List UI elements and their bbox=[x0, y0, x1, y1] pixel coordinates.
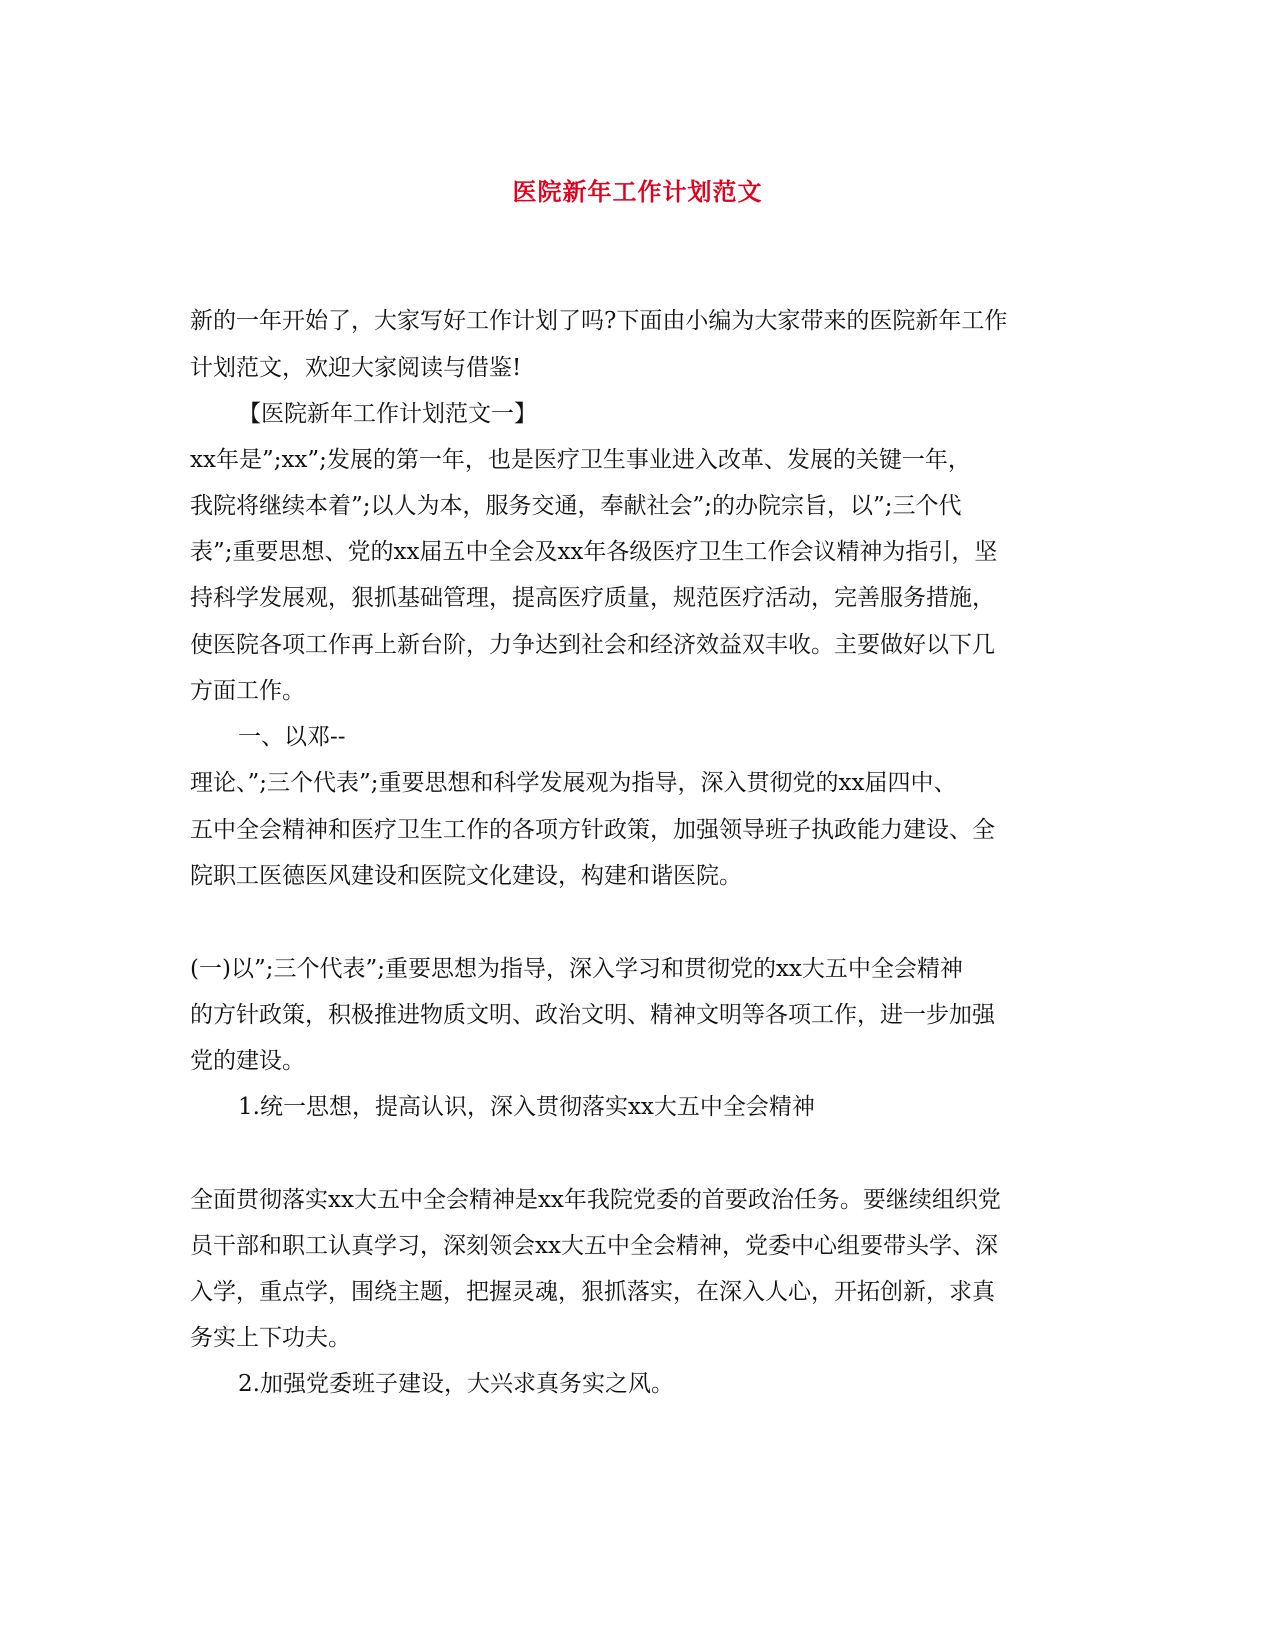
numbered-heading: 2.加强党委班子建设，大兴求真务实之风。 bbox=[238, 1371, 674, 1397]
paragraph-line: 持科学发展观，狠抓基础管理，提高医疗质量，规范医疗活动，完善服务措施， bbox=[190, 585, 995, 611]
paragraph-line: 五中全会精神和医疗卫生工作的各项方针政策，加强领导班子执政能力建设、全 bbox=[190, 817, 995, 843]
section-heading: 【医院新年工作计划范文一】 bbox=[238, 401, 537, 427]
paragraph-line: 理论、”;三个代表”;重要思想和科学发展观为指导，深入贯彻党的xx届四中、 bbox=[190, 770, 957, 796]
paragraph-line: 计划范文，欢迎大家阅读与借鉴! bbox=[190, 355, 522, 381]
paragraph-line: 全面贯彻落实xx大五中全会精神是xx年我院党委的首要政治任务。要继续组织党 bbox=[190, 1187, 1001, 1213]
paragraph-line: 的方针政策，积极推进物质文明、政治文明、精神文明等各项工作，进一步加强 bbox=[190, 1002, 995, 1028]
paragraph-line: 方面工作。 bbox=[190, 678, 305, 704]
paragraph-line: 使医院各项工作再上新台阶，力争达到社会和经济效益双丰收。主要做好以下几 bbox=[190, 632, 995, 658]
document-title: 医院新年工作计划范文 bbox=[512, 177, 763, 206]
paragraph-line: (一)以”;三个代表”;重要思想为指导，深入学习和贯彻党的xx大五中全会精神 bbox=[190, 956, 963, 982]
paragraph-line: 新的一年开始了，大家写好工作计划了吗?下面由小编为大家带来的医院新年工作 bbox=[190, 308, 1008, 334]
paragraph-line: 党的建设。 bbox=[190, 1048, 305, 1074]
paragraph-line: 院职工医德医风建设和医院文化建设，构建和谐医院。 bbox=[190, 863, 742, 889]
paragraph-line: 员干部和职工认真学习，深刻领会xx大五中全会精神，党委中心组要带头学、深 bbox=[190, 1233, 998, 1259]
paragraph-line: 务实上下功夫。 bbox=[190, 1325, 351, 1351]
paragraph-line: xx年是”;xx”;发展的第一年，也是医疗卫生事业进入改革、发展的关键一年， bbox=[190, 447, 971, 473]
paragraph-line: 我院将继续本着”;以人为本，服务交通，奉献社会”;的办院宗旨，以”;三个代 bbox=[190, 493, 962, 519]
paragraph-line: 入学，重点学，围绕主题，把握灵魂，狠抓落实，在深入人心，开拓创新，求真 bbox=[190, 1279, 995, 1305]
paragraph-line: 表”;重要思想、党的xx届五中全会及xx年各级医疗卫生工作会议精神为指引，坚 bbox=[190, 539, 998, 565]
numbered-heading: 1.统一思想，提高认识，深入贯彻落实xx大五中全会精神 bbox=[238, 1094, 815, 1120]
subheading-line: 一、以邓-- bbox=[238, 724, 346, 750]
